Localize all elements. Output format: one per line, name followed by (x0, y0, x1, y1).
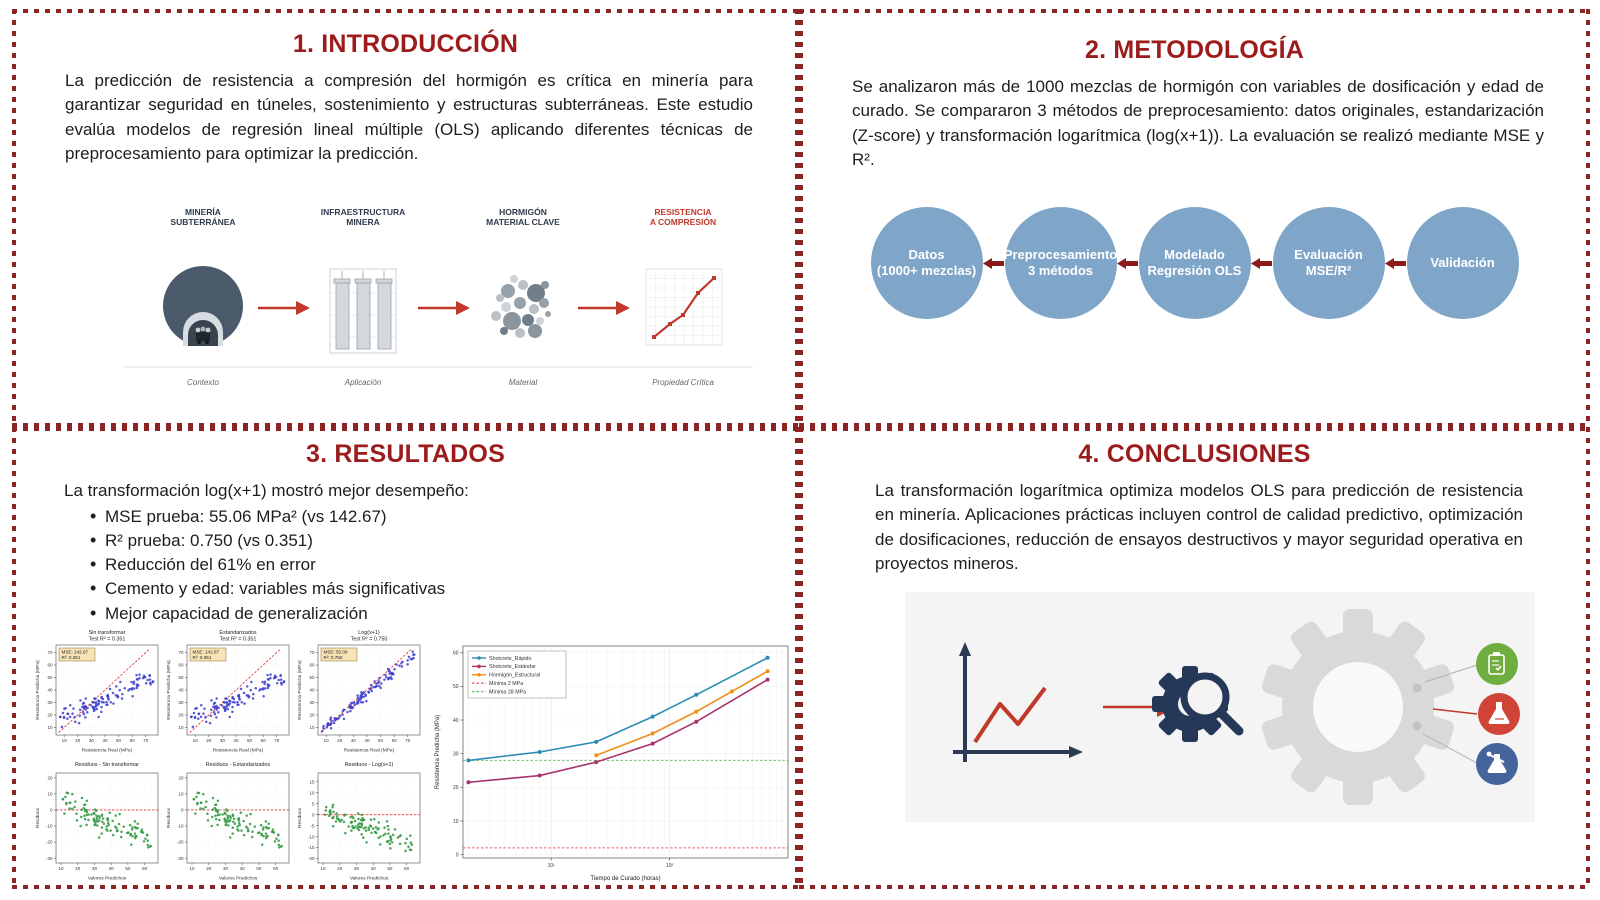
intro-arrow-icons (258, 301, 630, 315)
intro-step2-label: INFRAESTRUCTURA (320, 207, 406, 217)
svg-text:Residuos: Residuos (167, 808, 172, 828)
svg-text:30: 30 (88, 738, 94, 743)
svg-text:-10: -10 (45, 823, 53, 829)
svg-text:50: 50 (378, 738, 384, 743)
svg-text:10: 10 (61, 738, 67, 743)
svg-text:30: 30 (178, 700, 184, 706)
svg-text:MSE: 142.67: MSE: 142.67 (61, 649, 89, 655)
svg-text:Valores Predichos: Valores Predichos (349, 876, 389, 882)
svg-text:20: 20 (178, 712, 184, 718)
svg-text:Estandarizados: Estandarizados (219, 630, 257, 636)
svg-text:20: 20 (206, 738, 212, 743)
residuos-log-x1-plot (295, 756, 425, 883)
chart-resistencia-tiempo (432, 639, 796, 885)
svg-text:Sin transformar: Sin transformar (88, 630, 126, 636)
analytics-chart-icon (953, 642, 1083, 762)
svg-text:50: 50 (125, 866, 131, 871)
intro-caption-material: Material (508, 378, 538, 387)
svg-text:60: 60 (391, 738, 397, 743)
results-bullet: • Cemento y edad: variables más significativas (88, 577, 799, 601)
svg-text:Shotcrete_Rápido: Shotcrete_Rápido (489, 655, 532, 662)
svg-text:40: 40 (370, 866, 376, 871)
method-title: 2. METODOLOGÍA (1084, 36, 1305, 64)
intro-step4-label: RESISTENCIA (654, 207, 712, 217)
svg-text:R²: 0.351: R²: 0.351 (192, 655, 212, 660)
svg-text:5: 5 (311, 801, 315, 807)
results-bullet: • R² prueba: 0.750 (vs 0.351) (88, 529, 799, 553)
svg-text:R²: 0.351: R²: 0.351 (61, 655, 81, 660)
quality-checklist-icon (1476, 643, 1518, 685)
pillars-icon (330, 269, 396, 353)
section-metodologia (799, 9, 1590, 427)
method-flow-diagram (799, 207, 1590, 319)
svg-text:20: 20 (452, 785, 459, 792)
results-bullet-list (88, 505, 799, 626)
rising-chart-icon (646, 269, 722, 345)
svg-text:20: 20 (47, 775, 53, 781)
flow-circle-modelado: Modelado Regresión OLS (1139, 207, 1251, 319)
svg-text:Resistencia Predicha (MPa): Resistencia Predicha (MPa) (298, 660, 303, 720)
svg-text:-10: -10 (176, 823, 184, 829)
svg-text:Resistencia Real (MPa): Resistencia Real (MPa) (81, 748, 133, 754)
mine-tunnel-icon (163, 266, 243, 346)
svg-text:0: 0 (311, 812, 315, 818)
svg-text:Residuos: Residuos (36, 808, 41, 828)
svg-text:10¹: 10¹ (547, 863, 555, 869)
svg-text:40: 40 (239, 866, 245, 871)
svg-text:40: 40 (102, 738, 108, 743)
svg-text:-10: -10 (307, 834, 315, 840)
svg-text:Mínima 2 MPa: Mínima 2 MPa (489, 681, 524, 687)
svg-text:30: 30 (219, 738, 225, 743)
svg-text:20: 20 (178, 775, 184, 781)
section-resultados (12, 427, 799, 889)
svg-text:30: 30 (222, 866, 228, 871)
svg-text:-20: -20 (176, 839, 184, 845)
gear-magnifier-icon (1152, 666, 1239, 742)
scatter-log-x1-plot (295, 628, 425, 755)
svg-text:60: 60 (273, 866, 279, 871)
results-bullet: • Reducción del 61% en error (88, 553, 799, 577)
flow-arrow-left-icon (1251, 257, 1273, 270)
svg-text:10: 10 (309, 725, 315, 731)
svg-text:60: 60 (309, 662, 315, 668)
svg-text:Mínima 28 MPa: Mínima 28 MPa (489, 689, 527, 696)
svg-text:30: 30 (452, 751, 459, 758)
results-bullet: • MSE prueba: 55.06 MPa² (vs 142.67) (88, 505, 799, 529)
svg-text:Valores Predichos: Valores Predichos (87, 876, 127, 882)
intro-step1-label: MINERÍA (185, 207, 221, 217)
conclusions-figure-panel (905, 592, 1535, 822)
svg-text:20: 20 (337, 866, 343, 871)
chart-residuos-estandarizados (164, 756, 294, 884)
svg-text:Residuos: Residuos (298, 808, 303, 828)
svg-text:50: 50 (116, 738, 122, 743)
svg-text:70: 70 (309, 650, 315, 656)
conclusions-figure (905, 592, 1535, 822)
scatter-sin-transformar-plot (33, 628, 163, 755)
svg-text:60: 60 (178, 662, 184, 668)
svg-text:50: 50 (309, 675, 315, 681)
svg-text:Test R² = 0.351: Test R² = 0.351 (88, 636, 126, 643)
svg-text:MSE: 142.67: MSE: 142.67 (192, 649, 220, 655)
svg-text:Valores Predichos: Valores Predichos (218, 876, 258, 882)
svg-text:40: 40 (452, 717, 459, 724)
svg-text:50: 50 (47, 675, 53, 681)
svg-text:-20: -20 (307, 856, 315, 862)
flow-arrow-left-icon (1117, 257, 1139, 270)
chart-residuos-log (295, 756, 425, 884)
lab-flask-icon (1478, 693, 1520, 735)
svg-text:70: 70 (47, 650, 53, 656)
svg-text:10: 10 (178, 725, 184, 731)
svg-text:0: 0 (180, 807, 184, 813)
chart-scatter-log (295, 628, 425, 756)
section-conclusiones (799, 427, 1590, 889)
svg-text:-15: -15 (307, 845, 315, 851)
svg-text:Test R² = 0.750: Test R² = 0.750 (350, 636, 388, 643)
svg-text:60: 60 (47, 662, 53, 668)
chart-residuos-sin-transformar (33, 756, 163, 884)
results-title: 3. RESULTADOS (306, 440, 505, 468)
svg-text:-5: -5 (310, 823, 315, 829)
svg-text:60: 60 (404, 866, 410, 871)
intro-caption-propiedad: Propiedad Crítica (652, 378, 714, 387)
svg-text:10: 10 (178, 791, 184, 797)
svg-text:R²: 0.750: R²: 0.750 (323, 655, 343, 660)
svg-text:10: 10 (47, 725, 53, 731)
svg-text:10: 10 (58, 866, 64, 871)
svg-text:Residuos - Sin transformar: Residuos - Sin transformar (74, 762, 140, 768)
svg-text:50: 50 (452, 684, 459, 691)
svg-text:70: 70 (274, 738, 280, 743)
residuos-estandarizados-plot (164, 756, 294, 883)
svg-text:50: 50 (178, 675, 184, 681)
svg-text:Tiempo de Curado (horas): Tiempo de Curado (horas) (590, 876, 661, 882)
svg-text:10: 10 (47, 791, 53, 797)
intro-flow-figure (108, 181, 768, 406)
svg-text:20: 20 (206, 866, 212, 871)
flow-circle-preprocesamiento: Preprocesamiento 3 métodos (1005, 207, 1117, 319)
svg-text:MATERIAL CLAVE: MATERIAL CLAVE (486, 217, 560, 227)
svg-text:20: 20 (75, 866, 81, 871)
svg-text:Residuos - Log(x+1): Residuos - Log(x+1) (344, 762, 394, 768)
svg-text:50: 50 (247, 738, 253, 743)
svg-text:10²: 10² (665, 863, 674, 869)
results-bullet: • Mejor capacidad de generalización (88, 602, 799, 626)
svg-text:-30: -30 (45, 855, 53, 861)
chart-scatter-sin-transformar (33, 628, 163, 756)
conclusions-title: 4. CONCLUSIONES (1078, 440, 1311, 468)
aggregate-icon (491, 275, 551, 338)
svg-text:50: 50 (387, 866, 393, 871)
scatter-estandarizados-plot (164, 628, 294, 755)
svg-text:40: 40 (178, 687, 184, 693)
flow-circle-datos: Datos (1000+ mezclas) (871, 207, 983, 319)
intro-caption-aplicacion: Aplicación (344, 378, 382, 387)
svg-text:40: 40 (108, 866, 114, 871)
mining-lab-icon (1476, 743, 1518, 785)
svg-text:20: 20 (47, 712, 53, 718)
chart-scatter-estandarizados (164, 628, 294, 756)
svg-text:30: 30 (91, 866, 97, 871)
svg-text:MINERA: MINERA (346, 217, 380, 227)
svg-text:Hormigón_Estructural: Hormigón_Estructural (489, 672, 541, 679)
svg-text:Log(x+1): Log(x+1) (358, 630, 380, 636)
svg-text:20: 20 (309, 712, 315, 718)
svg-text:15: 15 (309, 779, 315, 785)
intro-step3-label: HORMIGÓN (499, 207, 547, 217)
svg-text:0: 0 (455, 852, 459, 859)
svg-text:40: 40 (309, 687, 315, 693)
svg-text:SUBTERRÁNEA: SUBTERRÁNEA (170, 217, 236, 227)
svg-text:50: 50 (256, 866, 262, 871)
section-introduccion (12, 9, 799, 427)
svg-text:30: 30 (353, 866, 359, 871)
svg-text:70: 70 (405, 738, 411, 743)
resistencia-vs-tiempo-curado-plot (432, 639, 796, 885)
svg-text:60: 60 (129, 738, 135, 743)
svg-text:60: 60 (142, 866, 148, 871)
svg-text:Resistencia Predicha (MPa): Resistencia Predicha (MPa) (36, 660, 41, 720)
intro-caption-contexto: Contexto (186, 378, 220, 387)
svg-text:10: 10 (320, 866, 326, 871)
svg-text:10: 10 (309, 790, 315, 796)
results-lead: La transformación log(x+1) mostró mejor desempeño: (64, 481, 469, 500)
intro-title: 1. INTRODUCCIÓN (292, 30, 519, 58)
svg-text:Residuos - Estandarizados: Residuos - Estandarizados (205, 762, 271, 768)
flow-arrow-left-icon (1385, 257, 1407, 270)
svg-text:10: 10 (323, 738, 329, 743)
svg-text:10: 10 (452, 818, 459, 825)
conclusions-body: La transformación logarítmica optimiza modelos OLS para predicción de resistencia en minería. Aplicaciones prácticas incluyen control de calidad predictivo, optimización de dosificaciones, reducción de ensayos destructivos y mayor seguridad operativa en proyectos mineros. (875, 481, 1523, 573)
connector-line-red (1433, 709, 1477, 714)
svg-text:60: 60 (260, 738, 266, 743)
svg-text:60: 60 (452, 650, 459, 657)
intro-body: La predicción de resistencia a compresión del hormigón es crítica en minería para garantizar seguridad en túneles, sostenimiento y estructuras subterráneas. Este estudio evalúa modelos de regresión lineal múltiple (OLS) aplicando diferentes técnicas de preprocesamiento para optimizar la predicción. (65, 71, 753, 163)
method-body: Se analizaron más de 1000 mezclas de hormigón con variables de dosificación y edad de curado. Se compararon 3 métodos de preprocesamiento: datos originales, estandarización (Z-score) y transformación logarítmica (log(x+1)). La evaluación se realizó mediante MSE y R². (852, 77, 1544, 169)
flow-circle-evaluacion: Evaluación MSE/R² (1273, 207, 1385, 319)
svg-text:0: 0 (49, 807, 53, 813)
svg-text:40: 40 (364, 738, 370, 743)
svg-text:A COMPRESIÓN: A COMPRESIÓN (649, 217, 717, 227)
svg-text:-20: -20 (45, 839, 53, 845)
svg-text:70: 70 (178, 650, 184, 656)
svg-text:20: 20 (75, 738, 81, 743)
svg-text:30: 30 (309, 700, 315, 706)
svg-text:Resistencia Real (MPa): Resistencia Real (MPa) (343, 748, 395, 754)
svg-text:10: 10 (189, 866, 195, 871)
big-gear-icon (1260, 609, 1456, 805)
svg-text:Shotcrete_Estándar: Shotcrete_Estándar (489, 664, 536, 671)
residuos-sin-transformar-plot (33, 756, 163, 883)
results-mini-charts (33, 628, 427, 884)
svg-text:Resistencia Predicha (MPa): Resistencia Predicha (MPa) (435, 714, 441, 790)
svg-text:Resistencia Real (MPa): Resistencia Real (MPa) (212, 748, 264, 754)
svg-text:30: 30 (47, 700, 53, 706)
svg-text:Resistencia Predicha (MPa): Resistencia Predicha (MPa) (167, 660, 172, 720)
svg-text:Test R² = 0.351: Test R² = 0.351 (219, 636, 257, 643)
svg-text:40: 40 (47, 687, 53, 693)
svg-text:20: 20 (337, 738, 343, 743)
svg-text:10: 10 (192, 738, 198, 743)
svg-text:70: 70 (143, 738, 149, 743)
flow-arrow-left-icon (983, 257, 1005, 270)
svg-text:-30: -30 (176, 855, 184, 861)
svg-text:40: 40 (233, 738, 239, 743)
svg-text:MSE: 55.06: MSE: 55.06 (323, 649, 348, 655)
flow-circle-validacion: Validación (1407, 207, 1519, 319)
svg-text:30: 30 (350, 738, 356, 743)
